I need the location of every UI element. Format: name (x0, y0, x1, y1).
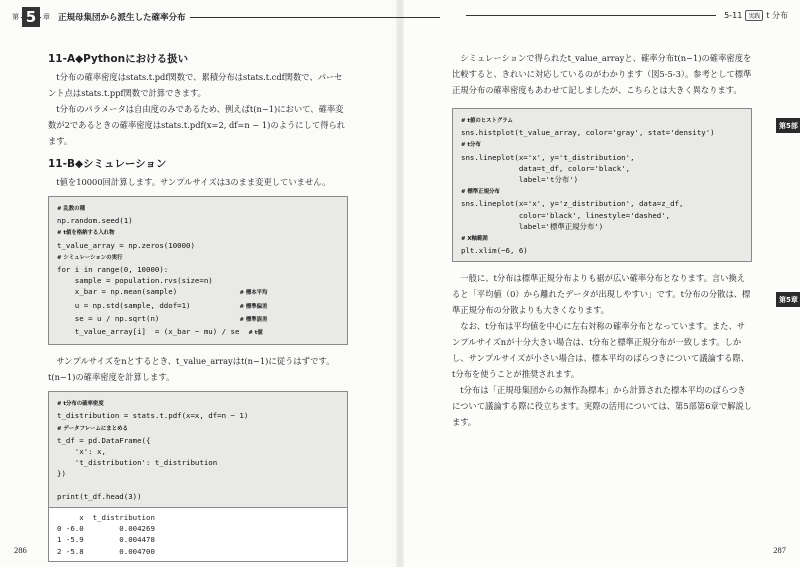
paragraph-4: サンプルサイズをnとするとき、t_value_arrayはt(n−1)に従うはずです。t(n−1)の確率密度を計算します。 (48, 356, 335, 383)
code-comment-line: # シミュレーションの実行 (57, 254, 123, 261)
code-line: se = u / np.sqrt(n) # 標準誤差 (57, 313, 268, 323)
heading-simulation: 11-B◆シミュレーション (48, 158, 167, 170)
code-line: label='標準正規分布') (461, 221, 604, 231)
code-line: plt.xlim(−6, 6) (461, 246, 528, 256)
chapter-label-pre: 第 (12, 13, 19, 21)
paragraph-2: t分布のパラメータは自由度のみであるため、例えばt(n−1)において、確率変数が2であるときの確率密度はstats.t.pdf(x=2, df=n − 1)のようにして得られます。 (48, 104, 346, 146)
part-tab: 第5部 (776, 118, 800, 133)
code-line: 'x': x, (57, 447, 106, 457)
code-line: np.random.seed(1) (57, 216, 133, 226)
paragraph-3: t値を10000回計算します。サンプルサイズは3のまま変更していません。 (56, 177, 331, 187)
section-header (466, 10, 788, 21)
code-block-plot (452, 108, 752, 262)
code-comment-line: # データフレームにまとめる (57, 425, 128, 432)
paragraph-r4: t分布は「正規母集団からの無作為標本」から計算された標本平均のばらつきについて議論する際に役立ちます。実際の活用については、第5部第6章で解説します。 (452, 385, 752, 428)
code-line: data=t_df, color='black', (461, 163, 631, 173)
code-line: t_df = pd.DataFrame({ (57, 435, 151, 445)
book-gutter (396, 0, 404, 567)
code-line: sns.lineplot(x='x', y='t_distribution', (461, 152, 639, 162)
code-block-simulation (48, 196, 348, 345)
chapter-number: 5 (22, 7, 40, 27)
paragraph-r2: 一般に、t分布は標準正規分布よりも裾が広い確率分布となります。言い換えると「平均値（0）から離れたデータが出現しやすい」です。t分布の分散は、標準正規分布の分散よりも大きくなります。 (452, 273, 751, 316)
code-comment-line: # 標準正規分布 (461, 189, 500, 196)
page-number-left: 286 (14, 545, 27, 555)
right-column (452, 50, 752, 430)
chapter-title: 正規母集団から派生した確率分布 (52, 11, 190, 23)
code-line: for i in range(0, 10000): (57, 265, 169, 275)
code-line: x_bar = np.mean(sample) # 標本平均 (57, 287, 268, 297)
output-line: 2 -5.8 0.004700 (57, 546, 155, 556)
code-comment-line: # X軸範囲 (461, 236, 488, 243)
section-number: 5-11 (724, 11, 743, 20)
chapter-tab: 第5章 (776, 292, 800, 307)
code-line (57, 480, 339, 491)
page-number-right: 287 (773, 545, 786, 555)
code-line: t_value_array = np.zeros(10000) (57, 240, 195, 250)
paragraph-r1: シミュレーションで得られたt_value_arrayと、確率分布t(n−1)の確率密度を比較すると、きれいに対応しているのがわかります（図5-5-3）。参考として標準正規分布の確率密度もあわせて記しましたが、こちらとは大きく異なります。 (452, 53, 752, 95)
code-with-output (48, 391, 348, 562)
left-column (48, 50, 348, 562)
code-line: u = np.std(sample, ddof=1) # 標準偏差 (57, 300, 268, 310)
output-line: 0 -6.0 0.004269 (57, 524, 155, 534)
section-title: t 分布 (766, 11, 788, 20)
output-line: x t_distribution (57, 513, 155, 523)
code-line: label='t分布') (461, 175, 579, 185)
code-comment-line: # t分布 (461, 142, 481, 149)
code-comment-line: # t分布の確率密度 (57, 401, 104, 408)
paragraph-1: t分布の確率密度はstats.t.pdf関数で、累積分布はstats.t.cdf関数で、パーセント点はstats.t.ppf関数で計算できます。 (48, 72, 343, 98)
code-line: sns.histplot(t_value_array, color='gray', stat='density') (461, 128, 715, 138)
code-comment-line: # t値を格納する入れ物 (57, 230, 115, 237)
code-line: 't_distribution': t_distribution (57, 458, 218, 468)
chapter-header (10, 6, 190, 28)
chapter-label-post: 章 (43, 13, 50, 21)
code-comment-line: # t値のヒストグラム (461, 118, 513, 124)
practice-badge: 実践 (745, 10, 763, 21)
code-line: }) (57, 469, 66, 479)
code-line: print(t_df.head(3)) (57, 491, 142, 501)
heading-python: 11-A◆Pythonにおける扱い (48, 53, 189, 65)
code-block-t-density (49, 392, 347, 508)
code-line: t_distribution = stats.t.pdf(x=x, df=n − 1) (57, 411, 249, 421)
code-line: sample = population.rvs(size=n) (57, 276, 213, 286)
code-line: color='black', linestyle='dashed', (461, 210, 671, 220)
code-comment-line: # 乱数の種 (57, 206, 85, 212)
header-rule-right (466, 15, 716, 16)
code-line: t_value_array[i] = (x_bar − mu) / se # t値 (57, 327, 263, 337)
output-line: 1 -5.9 0.004478 (57, 535, 155, 545)
code-output (49, 508, 347, 561)
code-line: sns.lineplot(x='x', y='z_distribution', data=z_df, (461, 199, 684, 209)
paragraph-r3: なお、t分布は平均値を中心に左右対称の確率分布となっています。また、サンプルサイズnが十分大きい場合は、t分布と標準正規分布が一致します。しかし、サンプルサイズが小さい場合は、標本平均のばらつきについて議論する際、t分布を使うことが推奨されます。 (452, 321, 750, 380)
